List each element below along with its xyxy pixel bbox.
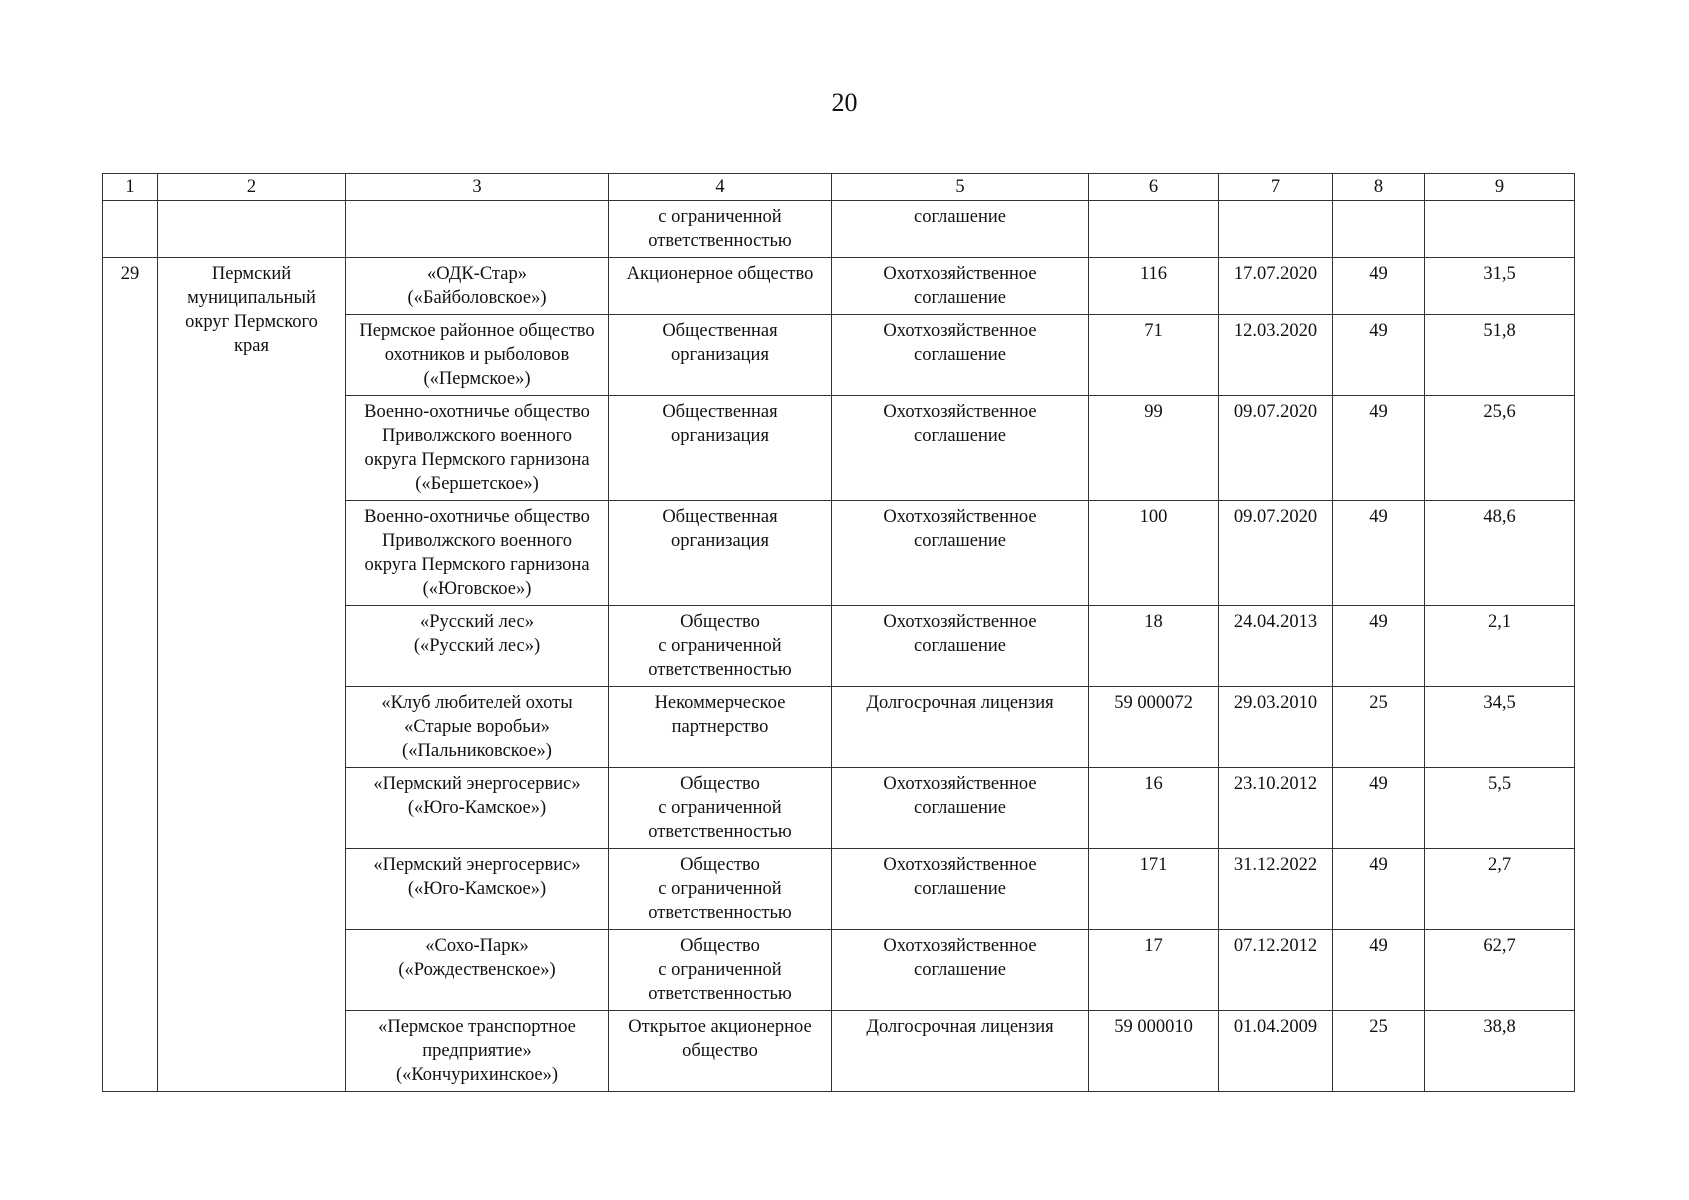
user-cell: «Пермское транспортное предприятие» («Кончурихинское»)	[346, 1011, 609, 1092]
date-cell: 23.10.2012	[1219, 768, 1333, 849]
date-cell: 09.07.2020	[1219, 501, 1333, 606]
area-cell: 2,7	[1425, 849, 1575, 930]
term-cell: 49	[1333, 768, 1425, 849]
form-cell: Общественная организация	[609, 396, 832, 501]
date-cell: 24.04.2013	[1219, 606, 1333, 687]
table-cell: соглашение	[832, 201, 1089, 258]
doc-type-cell: Охотхозяйственное соглашение	[832, 258, 1089, 315]
area-cell: 25,6	[1425, 396, 1575, 501]
term-cell: 25	[1333, 687, 1425, 768]
doc-number-cell: 116	[1089, 258, 1219, 315]
area-cell: 51,8	[1425, 315, 1575, 396]
column-number-row	[103, 174, 1575, 201]
term-cell: 49	[1333, 606, 1425, 687]
date-cell: 31.12.2022	[1219, 849, 1333, 930]
area-cell: 38,8	[1425, 1011, 1575, 1092]
page-number: 20	[831, 88, 858, 117]
doc-number-cell: 100	[1089, 501, 1219, 606]
user-cell: Пермское районное общество охотников и рыболовов («Пермское»)	[346, 315, 609, 396]
table-cell	[346, 201, 609, 258]
user-cell: «Пермский энергосервис» («Юго-Камское»)	[346, 768, 609, 849]
user-cell: «Русский лес» («Русский лес»)	[346, 606, 609, 687]
doc-number-cell: 99	[1089, 396, 1219, 501]
term-cell: 25	[1333, 1011, 1425, 1092]
form-cell: Общество с ограниченной ответственностью	[609, 849, 832, 930]
area-cell: 62,7	[1425, 930, 1575, 1011]
date-cell: 09.07.2020	[1219, 396, 1333, 501]
table-cell: с ограниченной ответственностью	[609, 201, 832, 258]
doc-type-cell: Охотхозяйственное соглашение	[832, 315, 1089, 396]
user-cell: Военно-охотничье общество Приволжского военного округа Пермского гарнизона («Юговское»)	[346, 501, 609, 606]
user-cell: «Пермский энергосервис» («Юго-Камское»)	[346, 849, 609, 930]
doc-type-cell: Охотхозяйственное соглашение	[832, 606, 1089, 687]
date-cell: 01.04.2009	[1219, 1011, 1333, 1092]
term-cell: 49	[1333, 315, 1425, 396]
term-cell: 49	[1333, 930, 1425, 1011]
form-cell: Открытое акционерное общество	[609, 1011, 832, 1092]
column-header: 8	[1333, 174, 1425, 201]
doc-number-cell: 17	[1089, 930, 1219, 1011]
table-cell	[158, 201, 346, 258]
date-cell: 29.03.2010	[1219, 687, 1333, 768]
column-header: 5	[832, 174, 1089, 201]
user-cell: «Клуб любителей охоты «Старые воробьи» («Пальниковское»)	[346, 687, 609, 768]
form-cell: Общество с ограниченной ответственностью	[609, 606, 832, 687]
table-cell	[1425, 201, 1575, 258]
table-cell	[1333, 201, 1425, 258]
user-cell: Военно-охотничье общество Приволжского военного округа Пермского гарнизона («Бершетское»)	[346, 396, 609, 501]
area-cell: 2,1	[1425, 606, 1575, 687]
doc-number-cell: 71	[1089, 315, 1219, 396]
table-cell	[1219, 201, 1333, 258]
term-cell: 49	[1333, 501, 1425, 606]
hunting-grounds-table	[102, 173, 1575, 1092]
district-cell: Пермский муниципальный округ Пермского края	[158, 258, 346, 1092]
doc-number-cell: 18	[1089, 606, 1219, 687]
column-header: 7	[1219, 174, 1333, 201]
area-cell: 48,6	[1425, 501, 1575, 606]
doc-type-cell: Долгосрочная лицензия	[832, 1011, 1089, 1092]
form-cell: Общественная организация	[609, 501, 832, 606]
doc-number-cell: 59 000010	[1089, 1011, 1219, 1092]
area-cell: 34,5	[1425, 687, 1575, 768]
term-cell: 49	[1333, 849, 1425, 930]
table-cell	[1089, 201, 1219, 258]
doc-type-cell: Охотхозяйственное соглашение	[832, 768, 1089, 849]
doc-number-cell: 171	[1089, 849, 1219, 930]
column-header: 2	[158, 174, 346, 201]
doc-type-cell: Охотхозяйственное соглашение	[832, 930, 1089, 1011]
doc-number-cell: 16	[1089, 768, 1219, 849]
area-cell: 5,5	[1425, 768, 1575, 849]
date-cell: 17.07.2020	[1219, 258, 1333, 315]
form-cell: Некоммерческое партнерство	[609, 687, 832, 768]
term-cell: 49	[1333, 258, 1425, 315]
doc-type-cell: Охотхозяйственное соглашение	[832, 849, 1089, 930]
row-number-cell: 29	[103, 258, 158, 1092]
column-header: 9	[1425, 174, 1575, 201]
doc-type-cell: Охотхозяйственное соглашение	[832, 501, 1089, 606]
user-cell: «ОДК-Стар» («Байболовское»)	[346, 258, 609, 315]
doc-type-cell: Охотхозяйственное соглашение	[832, 396, 1089, 501]
column-header: 6	[1089, 174, 1219, 201]
continuation-row	[103, 201, 1575, 258]
table-row	[103, 258, 1575, 315]
area-cell: 31,5	[1425, 258, 1575, 315]
column-header: 1	[103, 174, 158, 201]
table-cell	[103, 201, 158, 258]
user-cell: «Сохо-Парк» («Рождественское»)	[346, 930, 609, 1011]
date-cell: 07.12.2012	[1219, 930, 1333, 1011]
doc-type-cell: Долгосрочная лицензия	[832, 687, 1089, 768]
column-header: 4	[609, 174, 832, 201]
form-cell: Акционерное общество	[609, 258, 832, 315]
column-header: 3	[346, 174, 609, 201]
form-cell: Общественная организация	[609, 315, 832, 396]
doc-number-cell: 59 000072	[1089, 687, 1219, 768]
form-cell: Общество с ограниченной ответственностью	[609, 930, 832, 1011]
form-cell: Общество с ограниченной ответственностью	[609, 768, 832, 849]
date-cell: 12.03.2020	[1219, 315, 1333, 396]
term-cell: 49	[1333, 396, 1425, 501]
